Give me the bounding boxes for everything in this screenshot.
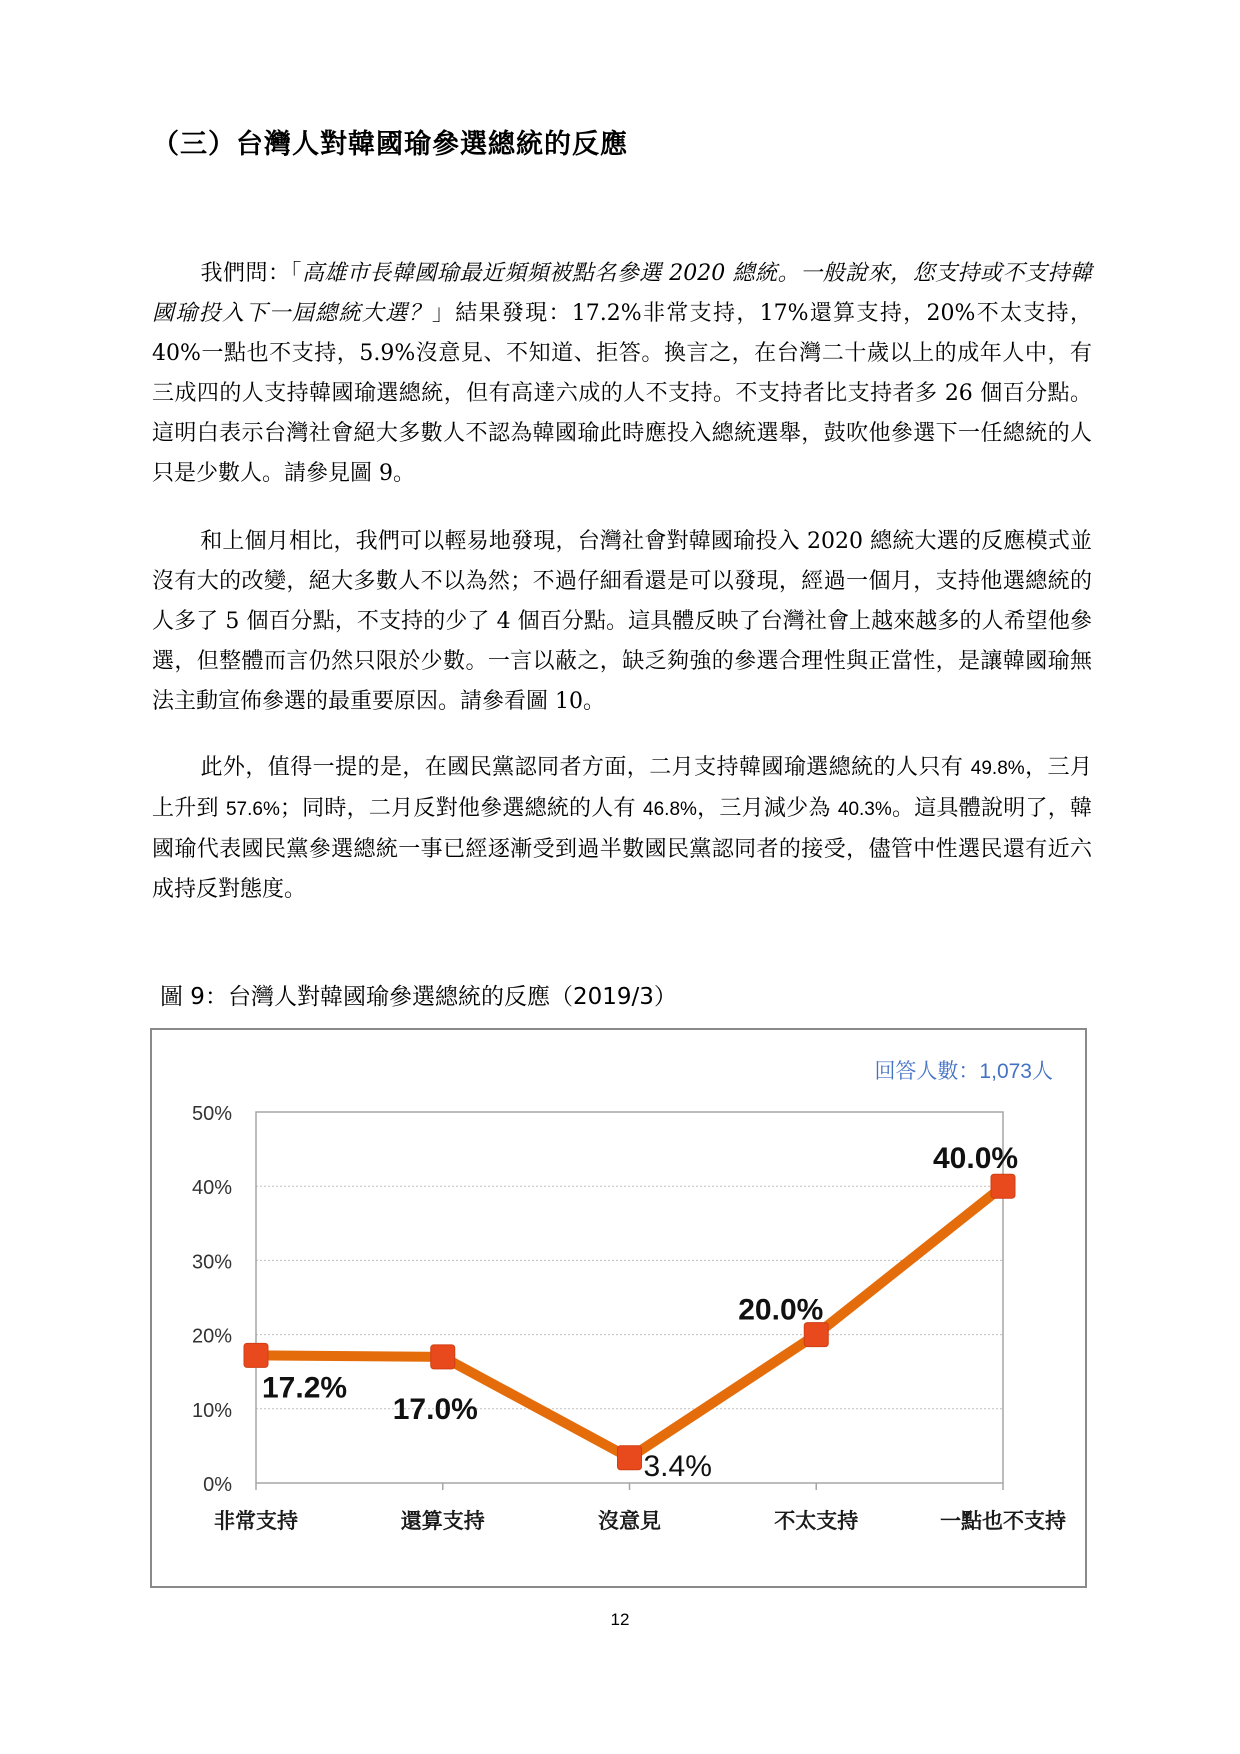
data-point-marker (991, 1174, 1015, 1198)
data-label: 17.2% (262, 1371, 348, 1405)
paragraph-3-text-3: ；同時，二月反對他參選總統的人有 (279, 796, 644, 821)
plot-area-border (256, 1112, 1003, 1483)
data-point-marker (431, 1345, 455, 1369)
kmt-oppose-feb: 46.8% (643, 799, 697, 820)
paragraph-1-rest: 」結果發現：17.2%非常支持，17%還算支持，20%不太支持，40%一點也不支持，5.9%沒意見、不知道、拒答。換言之，在台灣二十歲以上的成年人中，有三成四的人支持韓國瑜選總統，但有高達六成的人不支持。不支持者比支持者多 26 個百分點。這明白表示台灣社會絕大多數人不認為韓國瑜此時應投入總統選舉，鼓吹他參選下一任總統的人只是少數人。請參見圖 9。 (152, 301, 1092, 486)
x-category-label: 一點也不支持 (940, 1510, 1066, 1533)
figure-caption: 圖 9：台灣人對韓國瑜參選總統的反應（2019/3） (160, 984, 677, 1010)
y-tick-label: 50% (191, 1103, 232, 1125)
series-line (256, 1186, 1003, 1458)
paragraph-3-text-5: 。這具體說明了，韓國瑜代表國民黨參選總統一事已經逐漸受到過半數國民黨認同者的接受，儘管中性選民還有近六成持反對態度。 (152, 796, 1092, 902)
data-point-marker (618, 1446, 642, 1470)
x-category-label: 沒意見 (598, 1510, 661, 1533)
x-category-label: 還算支持 (400, 1510, 485, 1533)
kmt-oppose-mar: 40.3% (837, 799, 892, 820)
x-category-label: 非常支持 (214, 1510, 298, 1533)
data-point-marker (244, 1343, 268, 1367)
paragraph-2-text: 和上個月相比，我們可以輕易地發現，台灣社會對韓國瑜投入 2020 總統大選的反應模式並沒有大的改變，絕大多數人不以為然；不過仔細看還是可以發現，經過一個月，支持他選總統的人多了 5 個百分點，不支持的少了 4 個百分點。這具體反映了台灣社會上越來越多的人希望他參選，但整體而言仍然只限於少數。一言以蔽之，缺乏夠強的參選合理性與正當性，是讓韓國瑜無法主動宣佈參選的最重要原因。請參看圖 10。 (152, 529, 1092, 714)
chart-frame (150, 1028, 1087, 1588)
paragraph-1 (152, 254, 1092, 494)
data-label: 17.0% (392, 1392, 478, 1426)
paragraph-3 (152, 748, 1092, 910)
y-tick-label: 40% (191, 1177, 232, 1200)
data-label: 20.0% (738, 1293, 824, 1327)
paragraph-3-text-4: ，三月減少為 (696, 796, 838, 821)
survey-question: 高雄市長韓國瑜最近頻頻被點名參選 2020 總統。一般說來，您支持或不支持韓國瑜投入下一屆總統大選？ (152, 261, 1092, 326)
kmt-support-feb: 49.8% (970, 758, 1025, 779)
paragraph-2 (152, 522, 1092, 722)
line-chart (152, 1030, 1085, 1586)
y-tick-label: 10% (191, 1399, 232, 1422)
paragraph-3-text-1: 此外，值得一提的是，在國民黨認同者方面，二月支持韓國瑜選總統的人只有 (200, 755, 971, 780)
page-number: 12 (610, 1610, 630, 1629)
kmt-support-mar: 57.6% (225, 799, 280, 820)
y-tick-label: 20% (191, 1325, 232, 1348)
x-category-label: 不太支持 (774, 1510, 859, 1533)
respondent-count-annotation: 回答人數：1,073人 (874, 1060, 1053, 1083)
data-label: 40.0% (933, 1142, 1019, 1176)
data-label: 3.4% (643, 1449, 712, 1483)
y-tick-label: 0% (203, 1474, 232, 1496)
y-tick-label: 30% (191, 1251, 232, 1274)
paragraph-1-lead: 我們問：「 (200, 261, 302, 286)
section-heading: （三）台灣人對韓國瑜參選總統的反應 (152, 129, 628, 160)
paragraph-3-text-2: ，三月上升到 (152, 755, 1092, 821)
